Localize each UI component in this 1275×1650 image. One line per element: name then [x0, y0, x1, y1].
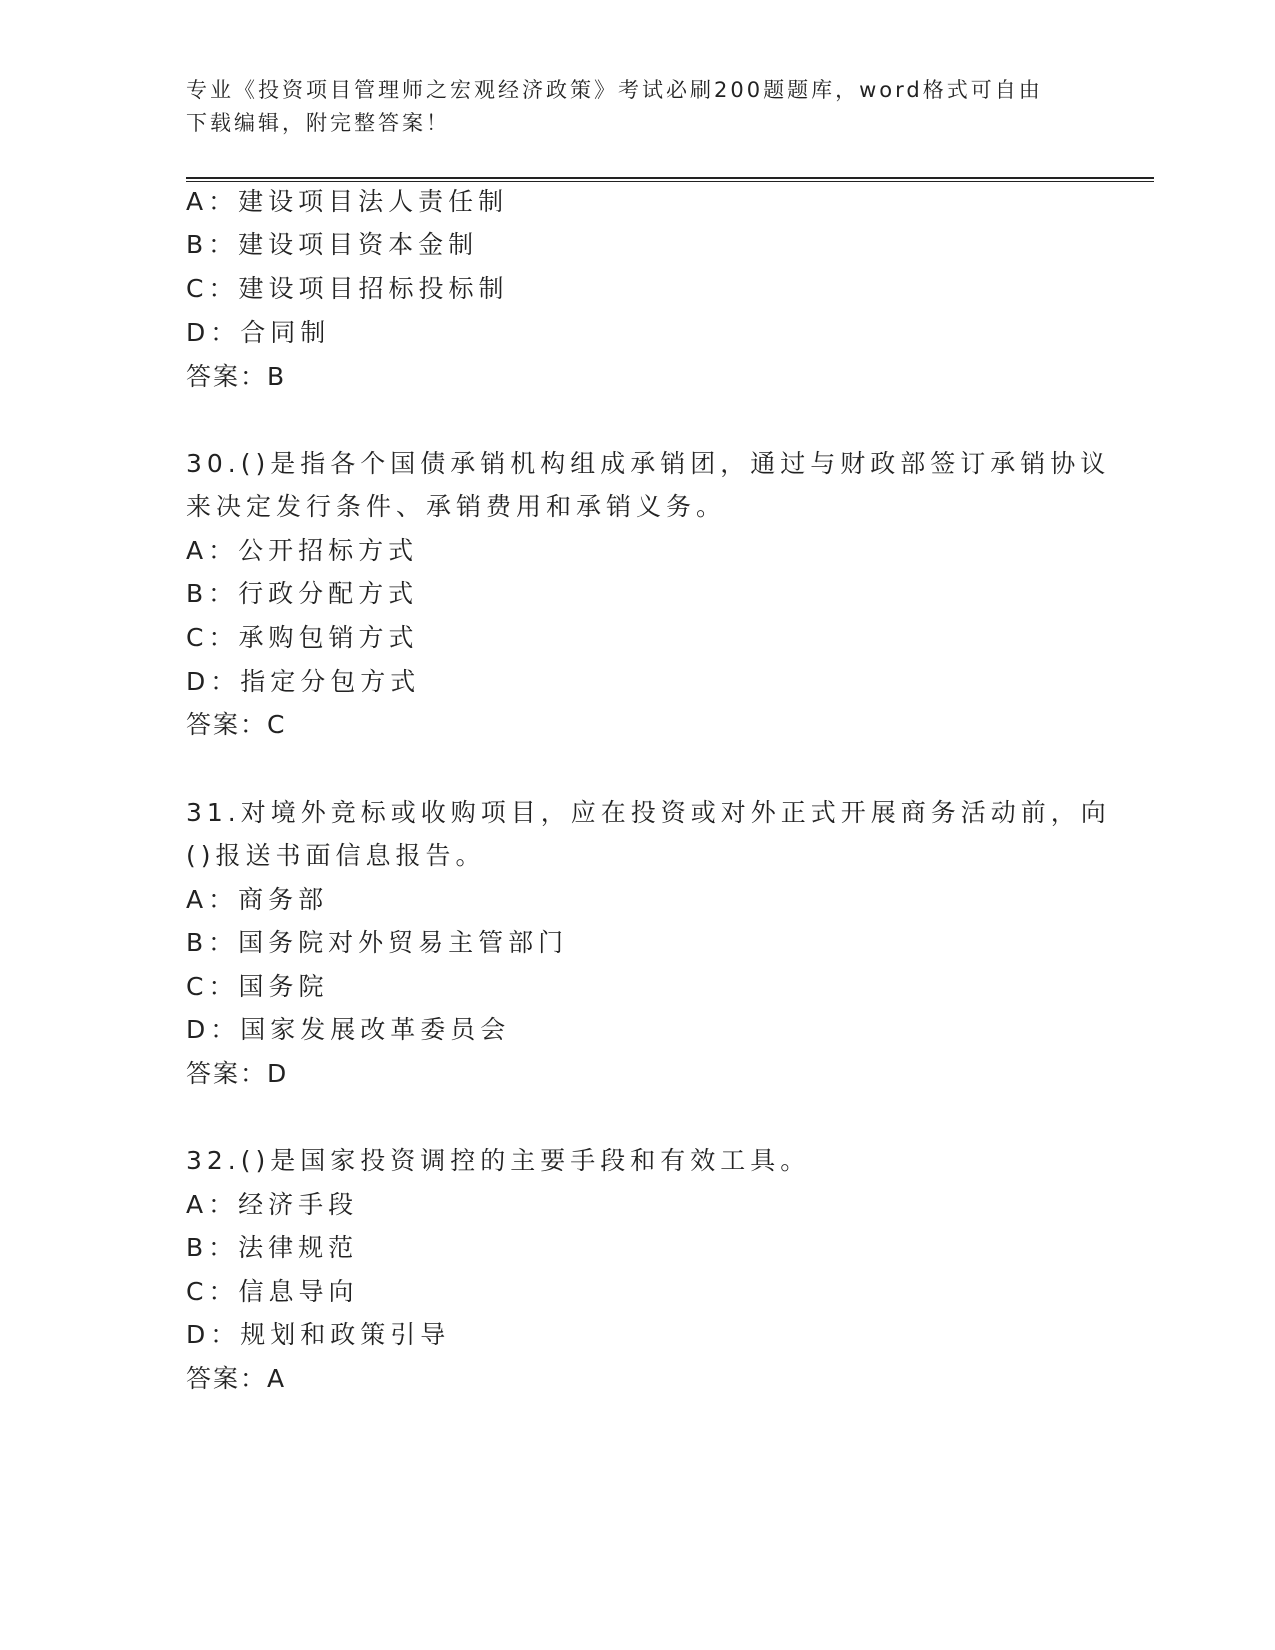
q31-option-d: D：国家发展改革委员会	[186, 1015, 511, 1044]
q29-option-d: D：合同制	[186, 318, 331, 347]
q29-option-c: C：建设项目招标投标制	[186, 274, 509, 303]
q32-answer: 答案：A	[186, 1364, 287, 1393]
q29-answer: 答案：B	[186, 362, 287, 391]
q30-stem-line-1: 30.()是指各个国债承销机构组成承销团，通过与财政部签订承销协议	[186, 449, 1111, 478]
q30-answer: 答案：C	[186, 710, 287, 739]
q32-option-a: A：经济手段	[186, 1190, 359, 1219]
q31-option-a: A：商务部	[186, 885, 329, 914]
q30-option-b: B：行政分配方式	[186, 579, 419, 608]
q32-option-c: C：信息导向	[186, 1277, 359, 1306]
header-title-line-1: 专业《投资项目管理师之宏观经济政策》考试必刷200题题库，word格式可自由	[186, 78, 1043, 102]
header-title-line-2: 下载编辑，附完整答案！	[186, 111, 450, 135]
q31-stem-line-2: ()报送书面信息报告。	[186, 841, 486, 870]
q31-answer: 答案：D	[186, 1059, 289, 1088]
q32-option-d: D：规划和政策引导	[186, 1320, 451, 1349]
q32-option-b: B：法律规范	[186, 1233, 359, 1262]
q31-stem-line-1: 31.对境外竞标或收购项目，应在投资或对外正式开展商务活动前，向	[186, 798, 1111, 827]
q30-option-a: A：公开招标方式	[186, 536, 419, 565]
q30-option-c: C：承购包销方式	[186, 623, 419, 652]
header-divider	[186, 177, 1154, 182]
q31-option-b: B：国务院对外贸易主管部门	[186, 928, 569, 957]
q32-stem-line-1: 32.()是国家投资调控的主要手段和有效工具。	[186, 1146, 811, 1175]
document-header	[186, 74, 1066, 140]
q29-option-a: A：建设项目法人责任制	[186, 187, 509, 216]
q31-option-c: C：国务院	[186, 972, 329, 1001]
q29-option-b: B：建设项目资本金制	[186, 230, 479, 259]
q30-stem-line-2: 来决定发行条件、承销费用和承销义务。	[186, 492, 727, 521]
q30-option-d: D：指定分包方式	[186, 667, 421, 696]
